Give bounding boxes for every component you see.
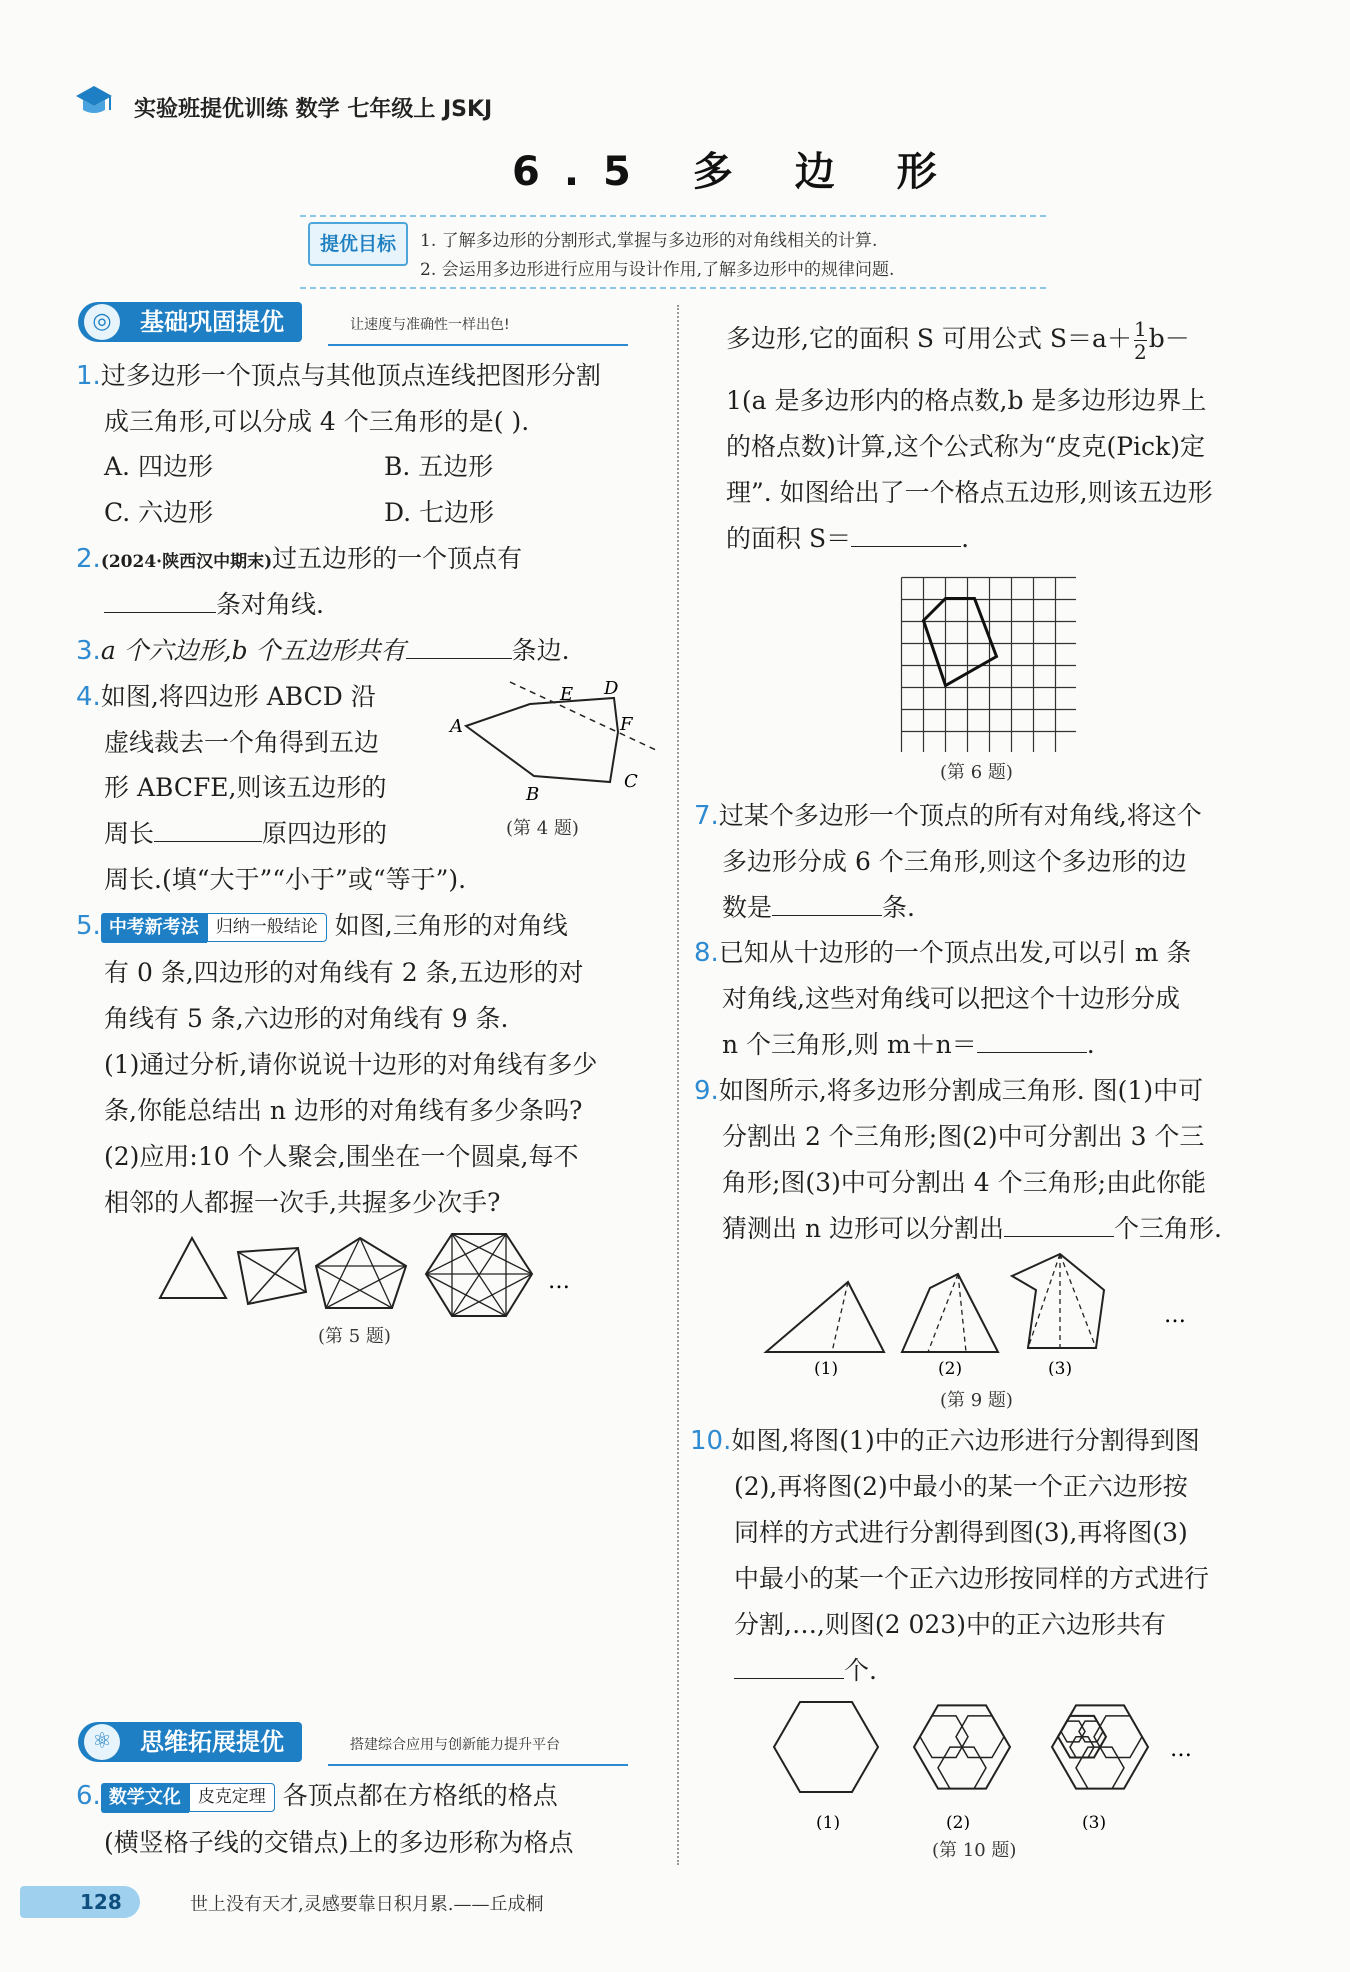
section-basic-banner [78,302,628,346]
header-series: 实验班提优训练 数学 七年级上 JSKJ [134,97,493,122]
q7-line1: 7.过某个多边形一个顶点的所有对角线,将这个 [694,801,1202,831]
hexagon-piece [1079,1721,1103,1742]
section-basic-rule [328,344,628,346]
q1-line2: 成三角形,可以分成 4 个三角形的是( ). [104,407,530,436]
goal-line-2: 2. 会运用多边形进行应用与设计作用,了解多边形中的规律问题. [420,260,895,280]
q4-label-e: E [560,684,574,705]
q5-triangle [160,1238,226,1298]
q9-caption: (第 9 题) [940,1390,1013,1411]
q10-ellipsis: … [1170,1737,1192,1762]
q5-line7: 相邻的人都握一次手,共握多少次手? [104,1188,501,1217]
q1-option-a: A. 四边形 [104,452,213,481]
q10-number: 10. [690,1426,732,1456]
q6-fraction: $\frac{1}{2}$ [1133,317,1147,364]
q4-blank[interactable] [154,841,262,842]
q5-tag-conclusion: 归纳一般结论 [207,913,327,942]
q9-pentagon [902,1274,998,1352]
q8-number: 8. [694,938,719,968]
q5-tag-new: 中考新考法 [101,913,207,943]
q4-line3: 形 ABCFE,则该五边形的 [104,773,387,802]
q10-caption: (第 10 题) [932,1840,1017,1861]
q10-label-3: (3) [1082,1813,1107,1830]
q6-grid [902,578,1077,753]
q1-number: 1. [76,361,101,391]
q10-line6: 个. [734,1648,877,1694]
q6-line5: 的格点数)计算,这个公式称为“皮克(Pick)定 [726,432,1205,461]
q4-line5: 周长.(填“大于”“小于”或“等于”). [104,865,467,894]
q6-line6: 理”. 如图给出了一个格点五边形,则该五边形 [726,478,1213,507]
q9-quadrilateral [766,1282,884,1352]
q6-tag-culture: 数学文化 [101,1783,189,1813]
q8-blank[interactable] [977,1052,1087,1053]
section-extend-banner [78,1722,628,1766]
q3-number: 3. [76,636,101,666]
q6-line2: (横竖格子线的交错点)上的多边形称为格点 [104,1828,574,1857]
q6-line7: 的面积 S＝ . [726,524,970,553]
q5-line6: (2)应用:10 个人聚会,围坐在一个圆桌,每不 [104,1142,579,1171]
q1-option-b: B. 五边形 [384,452,494,481]
q4-line4: 周长 原四边形的 [104,819,388,848]
q2-line1: 2.(2024·陕西汉中期末)过五边形的一个顶点有 [76,544,523,574]
q6-caption: (第 6 题) [940,762,1013,783]
q6-line3: 多边形,它的面积 S 可用公式 S＝a＋ $\frac{1}{2}$ b－ [726,317,1190,364]
q5-line5: 条,你能总结出 n 边形的对角线有多少条吗? [104,1096,583,1125]
q7-number: 7. [694,801,719,831]
q10-hexagon-3 [1052,1705,1148,1788]
q6-line1: 6. 数学文化 皮克定理 各顶点都在方格纸的格点 [76,1781,558,1811]
q1-option-c: C. 六边形 [104,498,214,527]
q5-line1: 5. 中考新考法 归纳一般结论 如图,三角形的对角线 [76,911,568,941]
q5-figure [156,1228,586,1328]
q5-ellipsis: … [548,1269,570,1294]
goal-line-1: 1. 了解多边形的分割形式,掌握与多边形的对角线相关的计算. [420,231,878,251]
q9-ellipsis: … [1164,1303,1186,1328]
q4-label-c: C [624,771,638,792]
page-number: 128 [20,1886,140,1918]
q2-number: 2. [76,544,101,574]
target-icon: ◎ [84,304,120,340]
hexagon-piece [1076,1747,1124,1789]
q10-label-1: (1) [816,1813,841,1830]
hexagon-piece [1061,1721,1085,1742]
q9-figure [762,1252,1212,1376]
q4-label-b: B [526,784,540,802]
section-basic-subtitle: 让速度与准确性一样出色! [350,317,510,333]
q2-blank[interactable] [104,612,216,613]
q9-hexagon [1012,1254,1104,1348]
q9-line1: 9.如图所示,将多边形分割成三角形. 图(1)中可 [694,1076,1204,1106]
section-basic-title: 基础巩固提优 [78,302,302,342]
q2-source: (2024·陕西汉中期末) [100,552,273,572]
q9-label-1: (1) [814,1359,839,1376]
q10-hexagon-2 [914,1705,1010,1788]
q10-line5: 分割,…,则图(2 023)中的正六边形共有 [734,1610,1166,1639]
q5-pentagon [316,1238,406,1308]
q6-tag-pick: 皮克定理 [189,1783,275,1812]
q6-number: 6. [76,1781,101,1811]
q10-line1: 10.如图,将图(1)中的正六边形进行分割得到图 [690,1426,1200,1456]
q5-line3: 角线有 5 条,六边形的对角线有 9 条. [104,1004,509,1033]
q5-line2: 有 0 条,四边形的对角线有 2 条,五边形的对 [104,958,584,987]
q4-number: 4. [76,682,101,712]
q5-line4: (1)通过分析,请你说说十边形的对角线有多少 [104,1050,598,1079]
q4-label-f: F [620,714,633,735]
q9-line2: 分割出 2 个三角形;图(2)中可分割出 3 个三 [722,1122,1205,1151]
q9-number: 9. [694,1076,719,1106]
goals-tag: 提优目标 [308,222,408,266]
q10-line3: 同样的方式进行分割得到图(3),再将图(3) [734,1518,1188,1547]
q6-line4: 1(a 是多边形内的格点数,b 是多边形边界上 [726,386,1207,415]
q9-line3: 角形;图(3)中可分割出 4 个三角形;由此你能 [722,1168,1207,1197]
q4-cut-line [510,682,656,750]
q5-number: 5. [76,911,101,941]
q4-label-a: A [450,716,463,737]
q3-line: 3.a 个六边形,b 个五边形共有 条边. [76,636,570,666]
q10-line2: (2),再将图(2)中最小的某一个正六边形按 [734,1472,1188,1501]
q7-line3: 数是 条. [722,893,915,922]
q7-blank[interactable] [772,915,882,916]
q4-caption: (第 4 题) [506,818,579,839]
q4-line1: 4.如图,将四边形 ABCD 沿 [76,682,376,712]
q10-label-2: (2) [946,1813,971,1830]
q8-line1: 8.已知从十边形的一个顶点出发,可以引 m 条 [694,938,1192,968]
q5-caption: (第 5 题) [318,1326,391,1347]
q10-line4: 中最小的某一个正六边形按同样的方式进行 [734,1564,1210,1593]
q4-line2: 虚线裁去一个角得到五边 [104,728,380,757]
q7-line2: 多边形分成 6 个三角形,则这个多边形的边 [722,847,1187,876]
q9-blank[interactable] [1004,1236,1114,1237]
footer-quote: 世上没有天才,灵感要靠日积月累.——丘成桐 [190,1894,544,1915]
q5-quadrilateral [238,1248,306,1304]
q10-blank[interactable] [734,1678,844,1679]
q9-label-3: (3) [1048,1359,1073,1376]
q9-label-2: (2) [938,1359,963,1376]
hexagon-piece [938,1747,986,1789]
page-title: 6.5 多 边 形 [512,149,961,195]
q9-line4: 猜测出 n 边形可以分割出 个三角形. [722,1214,1222,1243]
q1-line1: 1.过多边形一个顶点与其他顶点连线把图形分割 [76,361,601,391]
column-divider [677,305,679,1865]
q10-figure [770,1700,1210,1830]
section-extend-rule [328,1764,628,1766]
q8-line3: n 个三角形,则 m＋n＝ . [722,1030,1095,1059]
q6-grid-figure [894,570,1076,752]
q10-hexagon-1 [774,1702,878,1792]
q3-blank[interactable] [406,658,512,659]
section-extend-title: 思维拓展提优 [78,1722,302,1762]
q4-label-d: D [604,678,619,699]
q8-line2: 对角线,这些对角线可以把这个十边形分成 [722,984,1180,1013]
q5-hexagon [426,1234,532,1316]
q6-pentagon [924,599,997,686]
q4-quadrilateral [466,698,618,782]
q6-blank[interactable] [851,546,961,547]
section-extend-subtitle: 搭建综合应用与创新能力提升平台 [350,1737,560,1753]
q4-figure [440,672,670,802]
atom-icon: ⚛ [84,1724,120,1760]
graduation-cap-icon [74,84,114,118]
q1-option-d: D. 七边形 [384,498,495,527]
q2-line2: 条对角线. [104,582,324,628]
